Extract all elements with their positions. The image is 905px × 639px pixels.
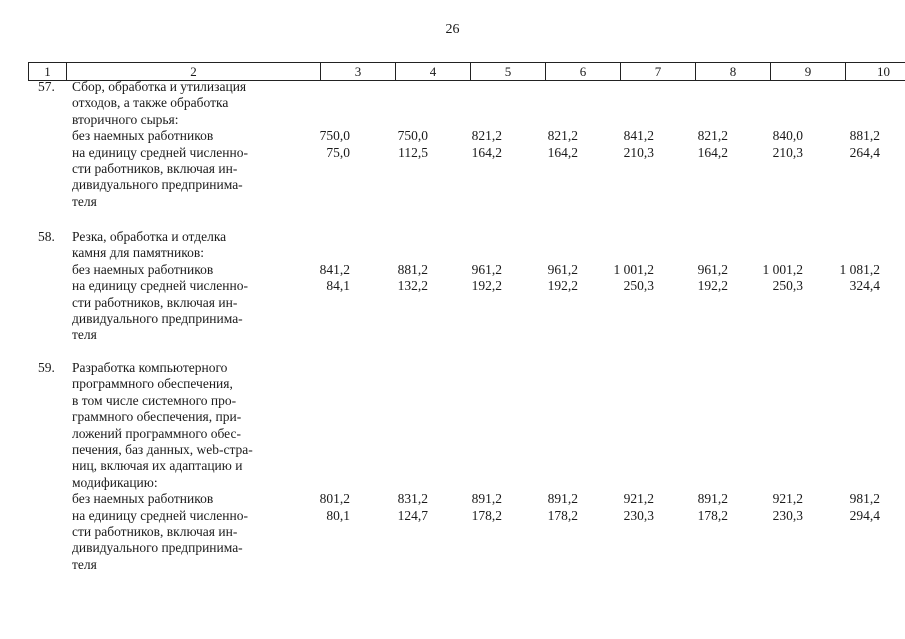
value-per-employee-col-6: 164,2 — [547, 144, 578, 160]
description-line: сти работников, включая ин- — [72, 161, 238, 176]
value-per-employee-col-4: 132,2 — [397, 278, 428, 294]
value-no-employees-col-6: 821,2 — [547, 128, 578, 144]
header-cell-10: 10 — [845, 63, 905, 80]
entry-number: 59. — [38, 360, 55, 375]
entry-number: 58. — [38, 229, 55, 244]
value-no-employees-col-7: 841,2 — [623, 128, 654, 144]
value-no-employees-col-4: 881,2 — [397, 261, 428, 277]
description-line: Сбор, обработка и утилизация — [72, 79, 247, 94]
value-per-employee-col-5: 164,2 — [471, 144, 502, 160]
value-no-employees-col-8: 821,2 — [697, 128, 728, 144]
description-line: сти работников, включая ин- — [72, 294, 238, 310]
description-line: на единицу средней численно- — [72, 507, 248, 523]
value-per-employee-col-3: 75,0 — [326, 144, 350, 160]
description-line: на единицу средней численно- — [72, 144, 248, 160]
page-number: 26 — [445, 22, 460, 37]
value-per-employee-col-4: 112,5 — [398, 144, 428, 160]
description-line: дивидуального предпринима- — [72, 311, 243, 326]
description-line: теля — [72, 193, 97, 209]
value-per-employee-col-9: 210,3 — [772, 144, 803, 160]
value-per-employee-col-7: 250,3 — [623, 278, 654, 294]
value-per-employee-col-9: 230,3 — [772, 507, 803, 523]
value-no-employees-col-4: 831,2 — [397, 491, 428, 507]
value-no-employees-col-8: 891,2 — [697, 491, 728, 507]
value-no-employees-col-9: 1 001,2 — [762, 261, 803, 277]
value-no-employees-col-5: 961,2 — [471, 261, 502, 277]
value-per-employee-col-6: 192,2 — [547, 278, 578, 294]
value-no-employees-col-7: 1 001,2 — [613, 261, 654, 277]
description-line: вторичного сырья: — [72, 111, 179, 127]
value-no-employees-col-8: 961,2 — [697, 261, 728, 277]
value-no-employees-col-4: 750,0 — [397, 128, 428, 144]
description-line: без наемных работников — [72, 261, 214, 277]
description-line: теля — [72, 556, 97, 572]
header-cell-5: 5 — [470, 63, 545, 80]
value-per-employee-col-10: 264,4 — [849, 144, 880, 160]
value-per-employee-col-8: 192,2 — [697, 278, 728, 294]
header-cell-6: 6 — [545, 63, 620, 80]
value-per-employee-col-7: 230,3 — [623, 507, 654, 523]
value-per-employee-col-6: 178,2 — [547, 507, 578, 523]
header-cell-1: 1 — [28, 63, 66, 80]
description-line: Резка, обработка и отделка — [72, 229, 227, 244]
value-no-employees-col-9: 921,2 — [772, 491, 803, 507]
value-no-employees-col-6: 961,2 — [547, 261, 578, 277]
header-cell-2: 2 — [66, 63, 320, 80]
value-per-employee-col-3: 80,1 — [326, 507, 350, 523]
value-per-employee-col-10: 324,4 — [849, 278, 880, 294]
description-line: Разработка компьютерного — [72, 360, 228, 375]
value-no-employees-col-3: 801,2 — [319, 491, 350, 507]
value-per-employee-col-10: 294,4 — [849, 507, 880, 523]
description-line: теля — [72, 327, 97, 343]
description-line: дивидуального предпринима- — [72, 177, 243, 193]
value-per-employee-col-3: 84,1 — [326, 278, 350, 294]
value-no-employees-col-10: 1 081,2 — [839, 261, 880, 277]
header-cell-8: 8 — [695, 63, 770, 80]
description-line: без наемных работников — [72, 128, 214, 144]
description-line: граммного обеспечения, при- — [72, 409, 242, 425]
value-per-employee-col-7: 210,3 — [623, 144, 654, 160]
description-line: без наемных работников — [72, 491, 214, 507]
value-per-employee-col-5: 178,2 — [471, 507, 502, 523]
description-line: ниц, включая их адаптацию и — [72, 458, 243, 474]
description-line: дивидуального предпринима- — [72, 540, 243, 556]
description-line: отходов, а также обработка — [72, 95, 229, 111]
description-line: печения, баз данных, web-стра- — [72, 442, 253, 457]
value-no-employees-col-10: 881,2 — [849, 128, 880, 144]
value-no-employees-col-7: 921,2 — [623, 491, 654, 507]
description-line: в том числе системного про- — [72, 392, 237, 408]
header-cell-9: 9 — [770, 63, 845, 80]
value-no-employees-col-6: 891,2 — [547, 491, 578, 507]
description-line: сти работников, включая ин- — [72, 524, 238, 539]
value-no-employees-col-10: 981,2 — [849, 491, 880, 507]
description-line: на единицу средней численно- — [72, 278, 248, 294]
header-cell-7: 7 — [620, 63, 695, 80]
value-no-employees-col-5: 821,2 — [471, 128, 502, 144]
value-per-employee-col-8: 178,2 — [697, 507, 728, 523]
description-line: камня для памятников: — [72, 245, 204, 261]
value-no-employees-col-3: 841,2 — [319, 261, 350, 277]
value-per-employee-col-8: 164,2 — [697, 144, 728, 160]
description-line: ложений программного обес- — [72, 425, 241, 441]
value-no-employees-col-9: 840,0 — [772, 128, 803, 144]
description-line: модификацию: — [72, 474, 158, 490]
value-per-employee-col-9: 250,3 — [772, 278, 803, 294]
header-cell-3: 3 — [320, 63, 395, 80]
entry-number: 57. — [38, 79, 55, 94]
value-per-employee-col-4: 124,7 — [397, 507, 428, 523]
value-no-employees-col-5: 891,2 — [471, 491, 502, 507]
value-per-employee-col-5: 192,2 — [471, 278, 502, 294]
description-line: программного обеспечения, — [72, 376, 233, 392]
header-cell-4: 4 — [395, 63, 470, 80]
value-no-employees-col-3: 750,0 — [319, 128, 350, 144]
